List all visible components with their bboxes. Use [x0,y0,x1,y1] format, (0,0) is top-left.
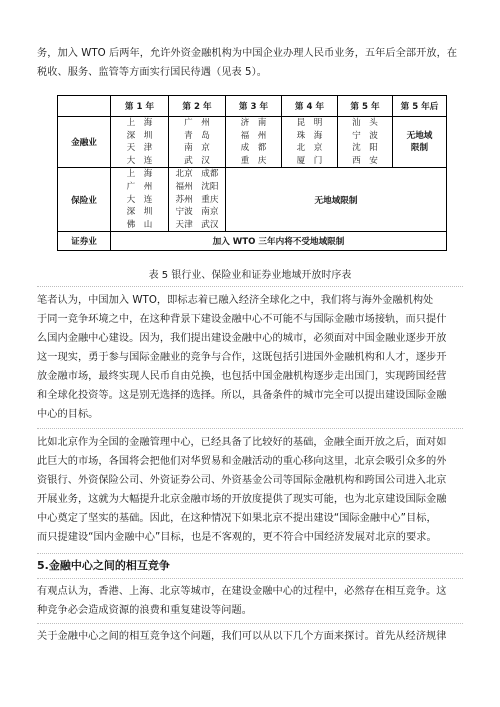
table-row-securities [58,232,447,251]
table-caption: 表 5 银行业、保险业和证券业地域开放时序表 [148,270,352,281]
text-line: 和全球化投资等。这是别无选择的选择。所以，具备条件的城市完全可以提出建设国际金融 [37,390,447,401]
text-line: 中心的目标。 [37,409,99,420]
city: 深 圳 [126,130,153,141]
table-row-insurance [58,168,447,232]
text-line: 种竞争必会造成资源的浪费和重复建设等问题。 [37,605,252,616]
city-pair: 苏州 重庆 [175,194,219,205]
city: 上 海 [126,118,153,128]
merged-cell: 加入 WTO 三年内将不受地域限制 [111,232,447,251]
text-line: 放金融市场，最终实现人民币自由兑换，也包括中国金融机构逐步走出国门，实现跨国经营 [37,371,447,382]
header-cell [58,96,111,117]
city: 西 安 [352,155,378,166]
row-label: 金融业 [58,117,111,168]
header-cell: 第 1 年 [111,96,169,117]
paragraph-2 [37,433,462,547]
city: 南 京 [184,143,210,154]
regional-opening-table [57,95,447,251]
city: 济 南 [240,118,267,128]
header-cell: 第 3 年 [226,96,282,117]
section-heading: 5.金融中心之间的相互竞争 [37,559,170,572]
divider [37,578,463,579]
header-cell: 第 5 年 [338,96,393,117]
text-line: 么国内金融中心建设。因为，我们提出建设金融中心的城市，必须面对中国金融业逐步开放 [37,333,447,344]
city-pair: 宁波 南京 [175,207,219,218]
text-line: 资银行、外资保险公司、外资证券公司、外资基金公司等国际金融机构和跨国公司进入北京 [37,475,447,486]
table-cell [169,117,226,168]
city: 上 海 [126,169,153,180]
city: 武 汉 [184,155,210,166]
city: 广 州 [184,118,210,128]
paragraph-3 [37,582,462,620]
city: 沈 阳 [352,143,378,154]
cell-text: 限制 [410,143,429,154]
table-header-row [58,96,447,117]
table-cell [111,168,169,232]
table-cell [226,117,282,168]
city: 大 连 [126,194,153,205]
paragraph-1 [37,291,462,424]
text-line: 于同一竞争环境之中，在这种背景下建设金融中心不可能不与国际金融市场接轨，而只提什 [37,314,447,325]
text-line: 开展业务，这就为大幅提升北京金融市场的开放度提供了现实可能，也为北京建设国际金融 [37,494,447,505]
row-label: 证券业 [58,232,111,251]
text-line: 比如北京作为全国的金融管理中心，已经具备了比较好的基础，金融全面开放之后，面对如 [37,437,447,448]
city: 重 庆 [240,155,267,166]
city: 福 州 [240,130,267,141]
table-cell [338,117,393,168]
text-line: 关于金融中心之间的相互竞争这个问题，我们可以从以下几个方面来探讨。首先从经济规律 [37,631,447,642]
table-cell [393,117,447,168]
city: 深 圳 [126,207,153,218]
row-label: 保险业 [58,168,111,232]
table-cell [282,117,338,168]
city: 昆 明 [296,118,323,128]
divider [37,623,463,624]
city-pair: 福州 沈阳 [175,181,219,192]
city: 佛 山 [126,219,153,230]
divider [37,553,463,554]
city: 青 岛 [184,130,210,141]
table-cell [169,168,226,232]
city: 成 都 [240,143,267,154]
text-line: 务，加入 WTO 后两年，允许外资金融机构为中国企业办理人民币业务，五年后全部开放，在 [37,48,458,59]
merged-cell: 无地域限制 [226,168,447,232]
text-line: 而只提建设“国内金融中心”目标，也是不客观的，更不符合中国经济发展对北京的要求。 [37,532,437,543]
city: 天 津 [126,143,153,154]
city: 广 州 [126,181,153,192]
text-line: 有观点认为，香港、上海、北京等城市，在建设金融中心的过程中，必然存在相互竞争。这 [37,586,447,597]
text-line: 中心奠定了坚实的基础。因此，在这种情况下如果北京不提出建设“国际金融中心”目标， [37,513,437,524]
cell-text: 无地域 [406,130,433,141]
city: 汕 头 [352,118,378,128]
city: 大 连 [126,155,153,166]
city: 珠 海 [296,130,323,141]
table-cell [111,117,169,168]
paragraph-4 [37,627,462,646]
text-line: 此巨大的市场，各国将会把他们对华贸易和金融活动的重心移向这里，北京会吸引众多的外 [37,456,447,467]
text-line: 笔者认为，中国加入 WTO，即标志着已融入经济全球化之中，我们将与海外金融机构处 [37,295,434,306]
header-cell: 第 5 年后 [393,96,447,117]
divider [37,428,463,429]
city: 宁 波 [352,130,378,141]
text-line: 这一现实，勇于参与国际金融业的竞争与合作，这既包括引进国外金融机构和人才，逐步开 [37,352,447,363]
city: 厦 门 [296,155,323,166]
text-line: 税收、服务、监管等方面实行国民待遇（见表 5）。 [37,67,267,78]
header-cell: 第 4 年 [282,96,338,117]
divider [37,286,463,287]
intro-paragraph [37,44,462,82]
city-pair: 天津 武汉 [175,219,219,230]
city-pair: 北京 成都 [175,169,219,180]
city: 北 京 [296,143,323,154]
header-cell: 第 2 年 [169,96,226,117]
table-row-banking [58,117,447,168]
